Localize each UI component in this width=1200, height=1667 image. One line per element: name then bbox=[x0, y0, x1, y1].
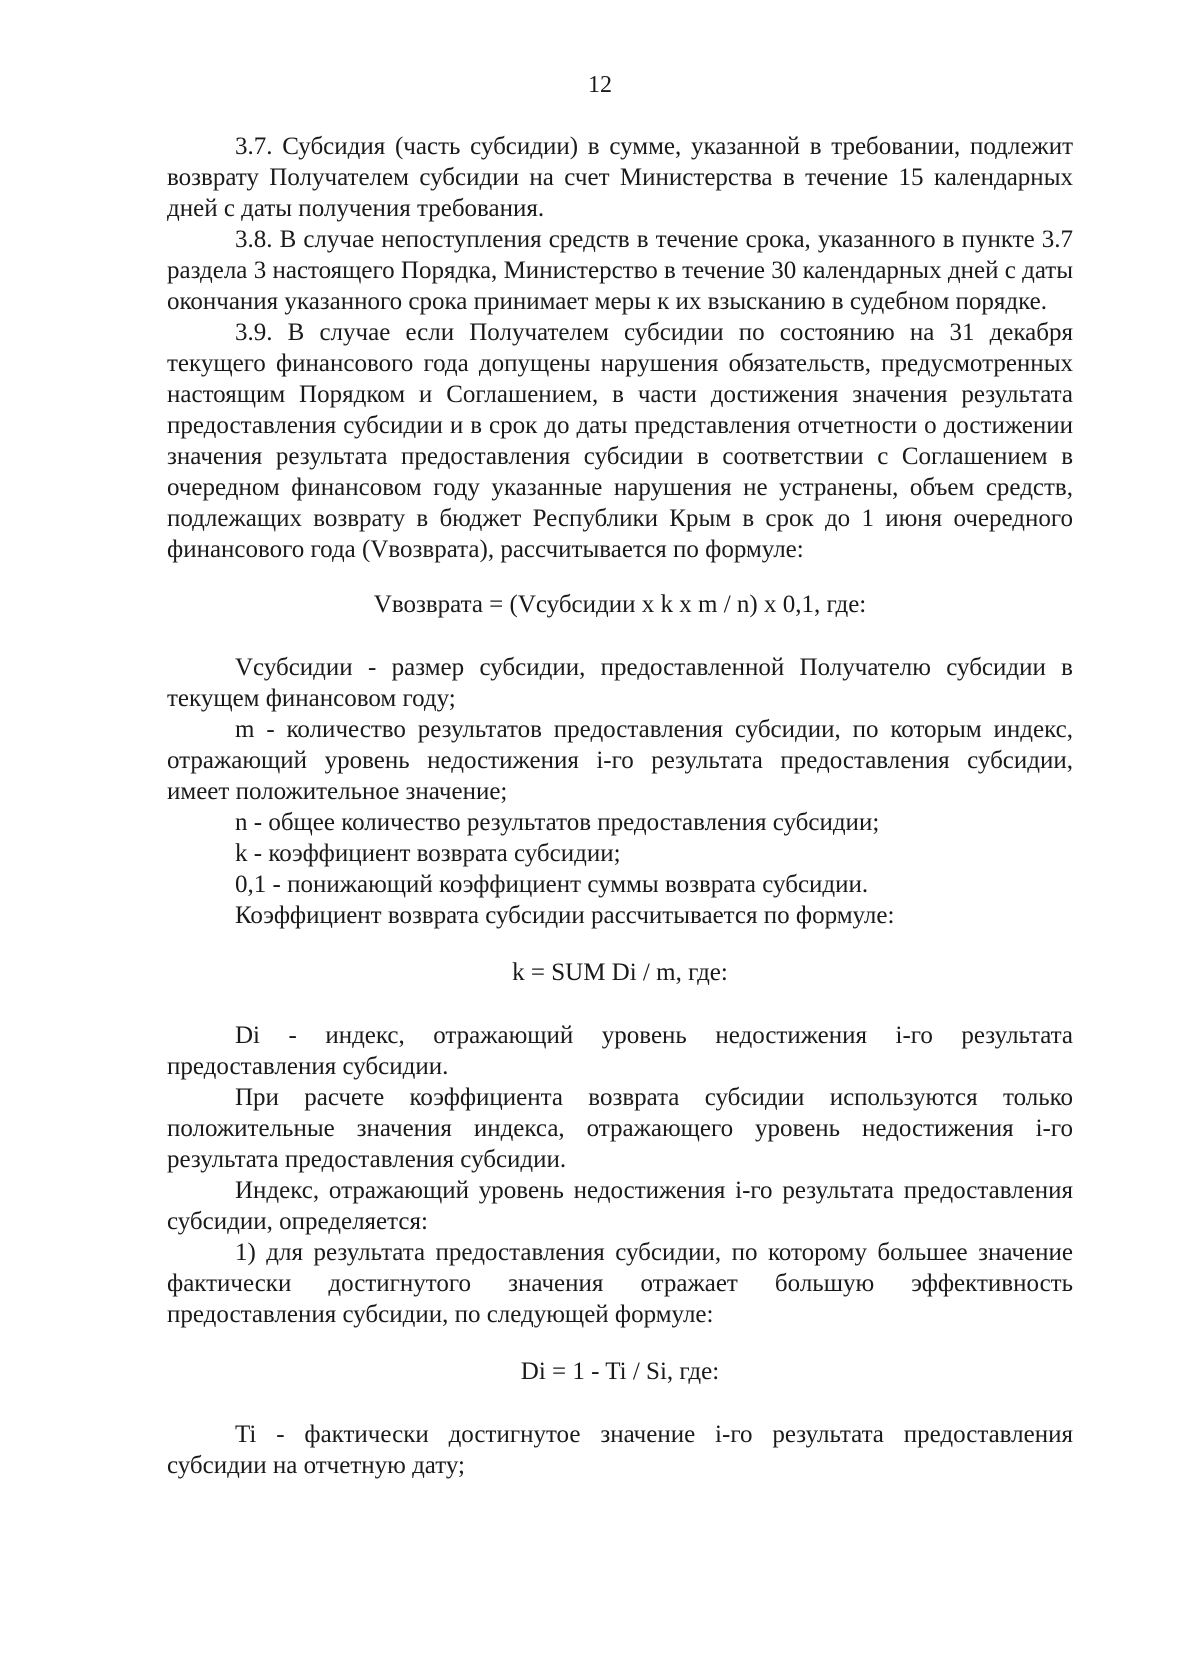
paragraph-3-9: 3.9. В случае если Получателем субсидии по состоянию на 31 декабря текущего финансового года допущены нарушения обязательств, предусмотренных настоящим Порядком и Соглашением, в части достижения значения результата предоставления субсидии и в срок до даты представления отчетности о достижении значения результата предоставления субсидии в соответствии с Соглашением в очередном финансовом году указанные нарушения не устранены, объем средств, подлежащих возврату в бюджет Республики Крым в срок до 1 июня очередного финансового года (Vвозврата), рассчитывается по формуле: bbox=[167, 319, 1073, 563]
formula-di: Di = 1 - Ti / Si, где: bbox=[520, 1358, 720, 1385]
definition-v-subsidy: Vсубсидии - размер субсидии, предоставленной Получателю субсидии в текущем финансовом году; bbox=[167, 654, 1073, 712]
paragraph-positive-values: При расчете коэффициента возврата субсидии используются только положительные значения индекса, отражающего уровень недостижения i-го результата предоставления субсидии. bbox=[167, 1084, 1073, 1173]
definition-ti: Ti - фактически достигнутое значение i-го результата предоставления субсидии на отчетную дату; bbox=[167, 1421, 1073, 1479]
paragraph-3-7: 3.7. Субсидия (часть субсидии) в сумме, указанной в требовании, подлежит возврату Получателем субсидии на счет Министерства в течение 15 календарных дней с даты получения требования. bbox=[167, 133, 1073, 222]
definition-m: m - количество результатов предоставления субсидии, по которым индекс, отражающий уровень недостижения i-го результата предоставления субсидии, имеет положительное значение; bbox=[167, 716, 1073, 805]
definition-n: n - общее количество результатов предоставления субсидии; bbox=[235, 809, 880, 836]
formula-return-amount: Vвозврата = (Vсубсидии x k x m / n) x 0,1, где: bbox=[373, 591, 867, 618]
definition-di: Di - индекс, отражающий уровень недостижения i-го результата предоставления субсидии. bbox=[167, 1022, 1073, 1080]
k-coefficient-intro: Коэффициент возврата субсидии рассчитывается по формуле: bbox=[235, 902, 895, 929]
document-body bbox=[167, 131, 1073, 1481]
paragraph-index-intro: Индекс, отражающий уровень недостижения i-го результата предоставления субсидии, определяется: bbox=[167, 1177, 1073, 1235]
formula-k: k = SUM Di / m, где: bbox=[512, 959, 728, 986]
definition-k: k - коэффициент возврата субсидии; bbox=[235, 840, 621, 867]
paragraph-3-8: 3.8. В случае непоступления средств в течение срока, указанного в пункте 3.7 раздела 3 настоящего Порядка, Министерство в течение 30 календарных дней с даты окончания указанного срока принимает меры к их взысканию в судебном порядке. bbox=[167, 226, 1073, 315]
list-item-1: 1) для результата предоставления субсидии, по которому большее значение фактически достигнутого значения отражает большую эффективность предоставления субсидии, по следующей формуле: bbox=[167, 1239, 1073, 1328]
definition-0-1: 0,1 - понижающий коэффициент суммы возврата субсидии. bbox=[235, 871, 869, 898]
page-number: 12 bbox=[588, 72, 612, 98]
